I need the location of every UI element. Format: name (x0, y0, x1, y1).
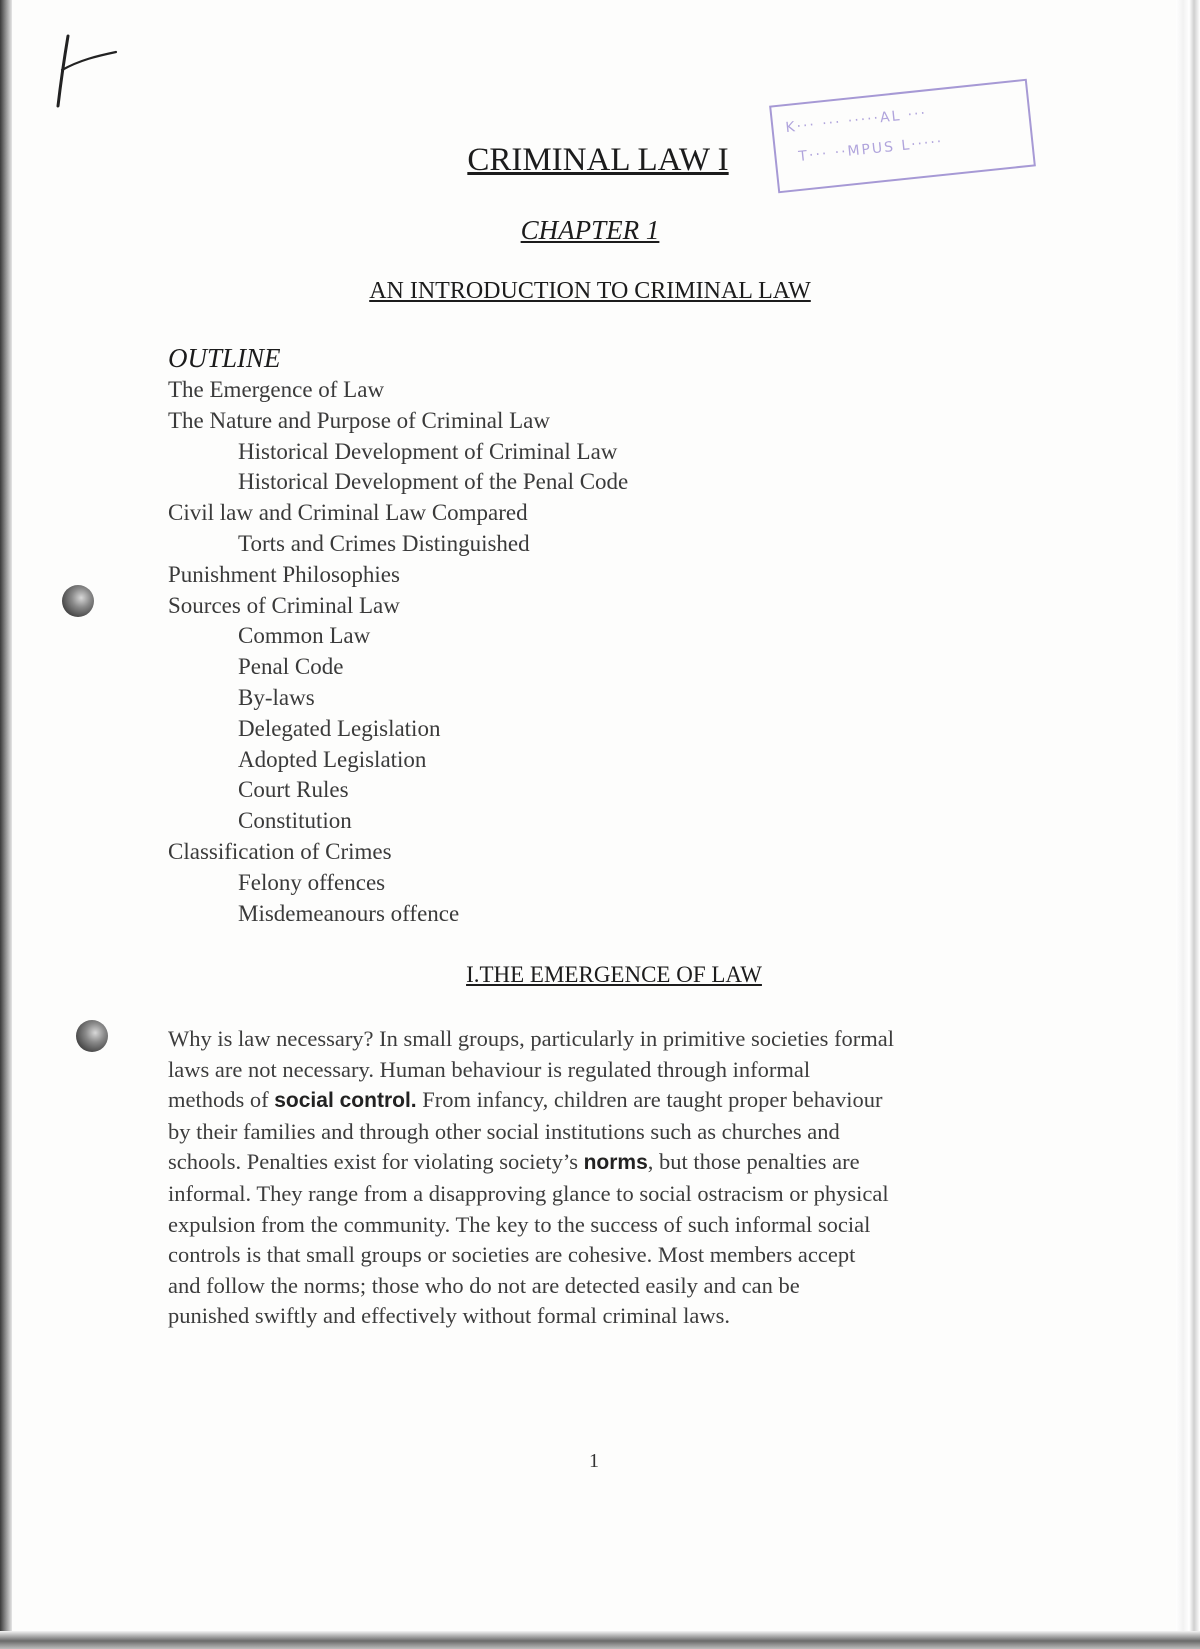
text-run: expulsion from the community. The key to the success of such informal social (168, 1211, 871, 1237)
chapter-heading: CHAPTER 1 (520, 215, 660, 245)
paragraph-line (168, 1301, 1023, 1332)
scan-edge-right (1176, 0, 1200, 1649)
text-run: controls is that small groups or societies are cohesive. Most members accept (168, 1242, 856, 1268)
paragraph-line (168, 1240, 1023, 1271)
outline-item: Historical Development of the Penal Code (238, 469, 629, 495)
outline-item: Adopted Legislation (238, 746, 427, 772)
text-run: laws are not necessary. Human behaviour is regulated through informal (168, 1056, 811, 1082)
outline-item: Torts and Crimes Distinguished (238, 530, 530, 556)
outline-list (168, 375, 628, 929)
outline-item: The Emergence of Law (168, 377, 385, 402)
punch-hole-top (62, 585, 94, 617)
paragraph-line (168, 1055, 1023, 1086)
stamp-line-2: T··· ··MPUS L····· (797, 133, 945, 165)
text-run: informal. They range from a disapproving glance to social ostracism or physical (168, 1180, 889, 1206)
punch-hole-bottom (76, 1020, 108, 1052)
outline-heading: OUTLINE (168, 343, 281, 373)
text-run: schools. Penalties exist for violating society’s (168, 1149, 584, 1175)
outline-item: Court Rules (238, 777, 349, 803)
section-heading: I.THE EMERGENCE OF LAW (466, 962, 762, 987)
text-run: From infancy, children are taught proper behaviour (416, 1087, 883, 1113)
outline-item: By-laws (238, 684, 315, 710)
outline-item: Punishment Philosophies (168, 561, 400, 587)
outline-item: Sources of Criminal Law (168, 592, 400, 618)
scan-shadow-bottom (0, 1631, 1200, 1649)
outline-item: Classification of Crimes (168, 838, 392, 864)
outline-item: Misdemeanours offence (238, 900, 460, 926)
page-number: 1 (589, 1450, 599, 1472)
outline-item: Felony offences (238, 869, 386, 895)
text-run: Why is law necessary? In small groups, particularly in primitive societies formal (168, 1026, 895, 1051)
text-run: punished swiftly and effectively without formal criminal laws. (168, 1303, 730, 1329)
text-run: and follow the norms; those who do not are detected easily and can be (168, 1272, 800, 1298)
body-paragraph (168, 1024, 1023, 1332)
document-title: CRIMINAL LAW I (467, 142, 729, 178)
outline-item: The Nature and Purpose of Criminal Law (168, 407, 550, 433)
outline-item: Common Law (238, 623, 371, 649)
paragraph-line (168, 1024, 1023, 1055)
outline-item: Delegated Legislation (238, 715, 441, 741)
outline-item: Penal Code (238, 654, 344, 680)
handwritten-mark (52, 30, 122, 110)
paragraph-line (168, 1085, 1023, 1117)
outline-item: Historical Development of Criminal Law (238, 438, 618, 464)
paragraph-line (168, 1147, 1023, 1179)
text-run: methods of (168, 1087, 275, 1113)
text-run: , but those penalties are (647, 1149, 860, 1175)
paragraph-line (168, 1271, 1023, 1302)
paragraph-line (168, 1210, 1023, 1241)
text-run: by their families and through other social institutions such as churches and (168, 1118, 840, 1144)
outline-item: Constitution (238, 808, 352, 834)
paragraph-line (168, 1179, 1023, 1210)
key-term: norms (583, 1151, 648, 1175)
key-term: social control. (274, 1089, 417, 1113)
outline-item: Civil law and Criminal Law Compared (168, 500, 528, 526)
stamp-line-1: K··· ··· ·····AL ··· (784, 105, 928, 137)
chapter-subtitle: AN INTRODUCTION TO CRIMINAL LAW (369, 278, 811, 304)
paragraph-line (168, 1117, 1023, 1148)
scan-shadow-left (0, 0, 12, 1649)
